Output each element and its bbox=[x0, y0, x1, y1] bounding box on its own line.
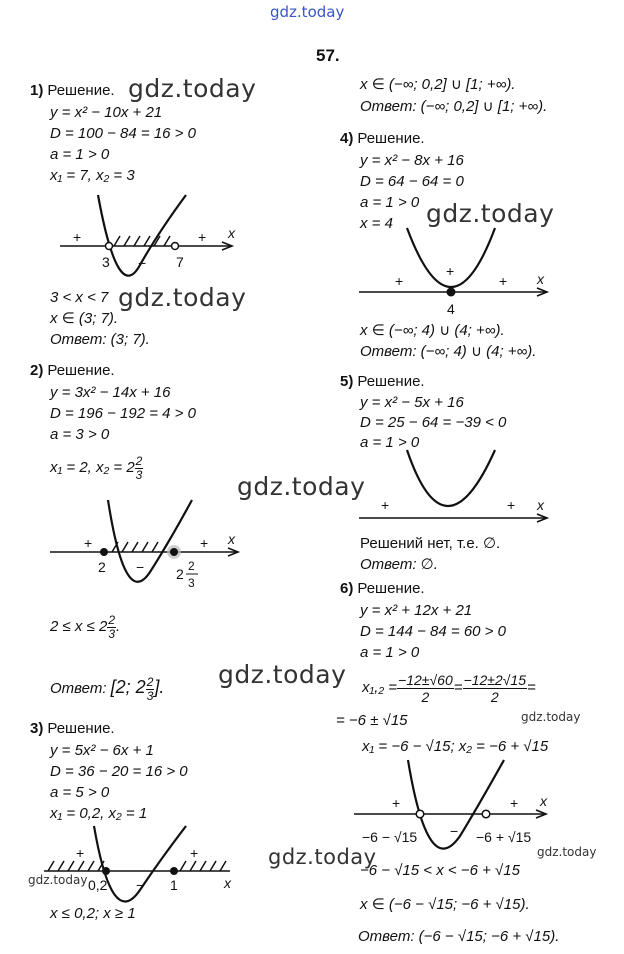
p6-answer: Ответ: (−6 − √15; −6 + √15). bbox=[358, 928, 560, 945]
solution-label: Решение. bbox=[47, 720, 115, 737]
problem-number: 6) bbox=[340, 580, 354, 597]
p4-root: 4 bbox=[447, 301, 455, 317]
p6-root: −6 + √15 bbox=[476, 829, 532, 845]
p2-root-num: 2 bbox=[188, 559, 195, 573]
p6-formula: x₁,₂ = $\frac{-12\pm√60}{2}$ = $\frac{-12\pm 2√15}{2}$ = bbox=[362, 671, 536, 705]
p2-line: a = 3 > 0 bbox=[50, 426, 110, 443]
p6-line: y = x² + 12x + 21 bbox=[360, 602, 473, 619]
p1-root: 3 bbox=[102, 254, 110, 270]
problem-6-header bbox=[340, 580, 425, 598]
problem-number: 5) bbox=[340, 373, 354, 390]
p3-root: 0,2 bbox=[88, 877, 108, 893]
p1-sign: + bbox=[198, 229, 207, 245]
p1-line: y = x² − 10x + 21 bbox=[50, 104, 163, 121]
p4-line: y = x² − 8x + 16 bbox=[360, 152, 464, 169]
watermark: gdz.today bbox=[426, 199, 555, 228]
p2-ineq: 2 ≤ x ≤ 2 $\frac{2}{3}$ . bbox=[50, 612, 121, 641]
p5-graph bbox=[355, 450, 565, 530]
p5-after: Решений нет, т.е. ∅. bbox=[360, 535, 501, 552]
watermark: gdz.today bbox=[521, 710, 581, 724]
p1-after: x ∈ (3; 7). bbox=[50, 310, 119, 327]
p1-answer: Ответ: (3; 7). bbox=[50, 331, 150, 348]
fraction: $\frac{2}{3}$ bbox=[108, 612, 116, 641]
p6-line2: = −6 ± √15 bbox=[336, 712, 408, 729]
p6-after: −6 − √15 < x < −6 + √15 bbox=[360, 862, 520, 879]
p5-line: y = x² − 5x + 16 bbox=[360, 394, 464, 411]
watermark: gdz.today bbox=[268, 845, 377, 869]
problem-2-header bbox=[30, 362, 115, 380]
p2-answer-text: [2; 2 bbox=[110, 677, 146, 697]
solution-label: Решение. bbox=[357, 580, 425, 597]
p2-line: y = 3x² − 14x + 16 bbox=[50, 384, 171, 401]
p1-axis-label: x bbox=[228, 225, 235, 241]
p3-line: x₁ = 0,2, x₂ = 1 bbox=[50, 805, 148, 822]
p2-axis-label: x bbox=[228, 531, 235, 547]
p6-graph bbox=[348, 760, 578, 850]
problem-number: 1) bbox=[30, 82, 44, 99]
p4-answer: Ответ: (−∞; 4) ∪ (4; +∞). bbox=[360, 343, 537, 360]
p4-line: a = 1 > 0 bbox=[360, 194, 420, 211]
problem-3-header bbox=[30, 720, 115, 738]
p6-sign: + bbox=[510, 795, 519, 811]
fraction: $\frac{2}{3}$ bbox=[135, 453, 143, 482]
p3-sign: − bbox=[136, 877, 145, 893]
p5-axis-label: x bbox=[537, 497, 544, 513]
fraction: $\frac{2}{3}$ bbox=[146, 674, 154, 703]
p3-sign: + bbox=[76, 845, 85, 861]
p1-sign: − bbox=[138, 255, 147, 271]
p2-sign: + bbox=[200, 535, 209, 551]
fraction: $\frac{-12\pm√60}{2}$ bbox=[398, 671, 453, 705]
p5-line: a = 1 > 0 bbox=[360, 434, 420, 451]
watermark: gdz.today bbox=[28, 873, 88, 887]
page-number: 57. bbox=[316, 46, 340, 65]
solution-label: Решение. bbox=[357, 130, 425, 147]
p3-root: 1 bbox=[170, 877, 178, 893]
watermark: gdz.today bbox=[237, 472, 366, 501]
p2-sign: − bbox=[136, 559, 145, 575]
p3-sign: + bbox=[190, 845, 199, 861]
p3-line: D = 36 − 20 = 16 > 0 bbox=[50, 763, 188, 780]
problem-number: 4) bbox=[340, 130, 354, 147]
problem-5-header bbox=[340, 373, 425, 391]
p1-line: D = 100 − 84 = 16 > 0 bbox=[50, 125, 196, 142]
p1-line: x₁ = 7, x₂ = 3 bbox=[50, 167, 135, 184]
p3-line: y = 5x² − 6x + 1 bbox=[50, 742, 154, 759]
p4-line: D = 64 − 64 = 0 bbox=[360, 173, 464, 190]
solution-label: Решение. bbox=[357, 373, 425, 390]
answer-label: Ответ: bbox=[50, 680, 107, 697]
p2-roots-text: x₁ = 2, x₂ = 2 bbox=[50, 459, 135, 476]
p1-root: 7 bbox=[176, 254, 184, 270]
p6-line: a = 1 > 0 bbox=[360, 644, 420, 661]
watermark: gdz.today bbox=[218, 660, 347, 689]
p6-axis-label: x bbox=[540, 793, 547, 809]
p2-ineq-text: 2 ≤ x ≤ 2 bbox=[50, 618, 108, 635]
p2-graph bbox=[40, 500, 290, 590]
p2-root: 2 bbox=[98, 559, 106, 575]
p6-roots: x₁ = −6 − √15; x₂ = −6 + √15 bbox=[362, 738, 549, 755]
p5-sign: + bbox=[507, 497, 516, 513]
p4-sign: + bbox=[395, 273, 404, 289]
p3-answer: Ответ: (−∞; 0,2] ∪ [1; +∞). bbox=[360, 98, 548, 115]
p6-formula-lhs: x₁,₂ = bbox=[362, 679, 398, 696]
p3-graph bbox=[40, 826, 280, 901]
p3-cont: x ∈ (−∞; 0,2] ∪ [1; +∞). bbox=[360, 76, 516, 93]
p2-sign: + bbox=[84, 535, 93, 551]
problem-number: 3) bbox=[30, 720, 44, 737]
p1-sign: + bbox=[73, 229, 82, 245]
p6-sign: + bbox=[392, 795, 401, 811]
fraction: $\frac{-12\pm 2√15}{2}$ bbox=[463, 671, 526, 705]
p3-line: a = 5 > 0 bbox=[50, 784, 110, 801]
problem-1-header bbox=[30, 82, 115, 100]
p2-line: D = 196 − 192 = 4 > 0 bbox=[50, 405, 196, 422]
watermark: gdz.today bbox=[118, 283, 247, 312]
p4-axis-label: x bbox=[537, 271, 544, 287]
solution-label: Решение. bbox=[47, 82, 115, 99]
problem-number: 2) bbox=[30, 362, 44, 379]
p5-sign: + bbox=[381, 497, 390, 513]
p6-line: D = 144 − 84 = 60 > 0 bbox=[360, 623, 506, 640]
watermark: gdz.today bbox=[128, 74, 257, 103]
watermark: gdz.today bbox=[537, 845, 597, 859]
p1-graph bbox=[40, 195, 290, 275]
p4-line: x = 4 bbox=[360, 215, 393, 232]
solution-label: Решение. bbox=[47, 362, 115, 379]
p5-answer: Ответ: ∅. bbox=[360, 556, 438, 573]
p1-line: a = 1 > 0 bbox=[50, 146, 110, 163]
p2-root-den: 3 bbox=[188, 576, 195, 590]
p6-root: −6 − √15 bbox=[362, 829, 418, 845]
watermark-top: gdz.today bbox=[270, 3, 345, 21]
p2-answer: Ответ: [2; 2 $\frac{2}{3}$ ]. bbox=[50, 674, 165, 703]
p2-roots bbox=[50, 453, 143, 483]
p3-axis-label: x bbox=[224, 875, 231, 891]
p2-root: 2 bbox=[176, 566, 184, 582]
p4-sign: + bbox=[446, 263, 455, 279]
p4-graph bbox=[355, 228, 565, 318]
p4-after: x ∈ (−∞; 4) ∪ (4; +∞). bbox=[360, 322, 505, 339]
p6-sign: − bbox=[450, 823, 459, 839]
p5-line: D = 25 − 64 = −39 < 0 bbox=[360, 414, 507, 431]
problem-4-header bbox=[340, 130, 425, 148]
p4-sign: + bbox=[499, 273, 508, 289]
p1-after: 3 < x < 7 bbox=[50, 289, 109, 306]
p6-after: x ∈ (−6 − √15; −6 + √15). bbox=[360, 896, 530, 913]
p3-after: x ≤ 0,2; x ≥ 1 bbox=[50, 905, 136, 922]
